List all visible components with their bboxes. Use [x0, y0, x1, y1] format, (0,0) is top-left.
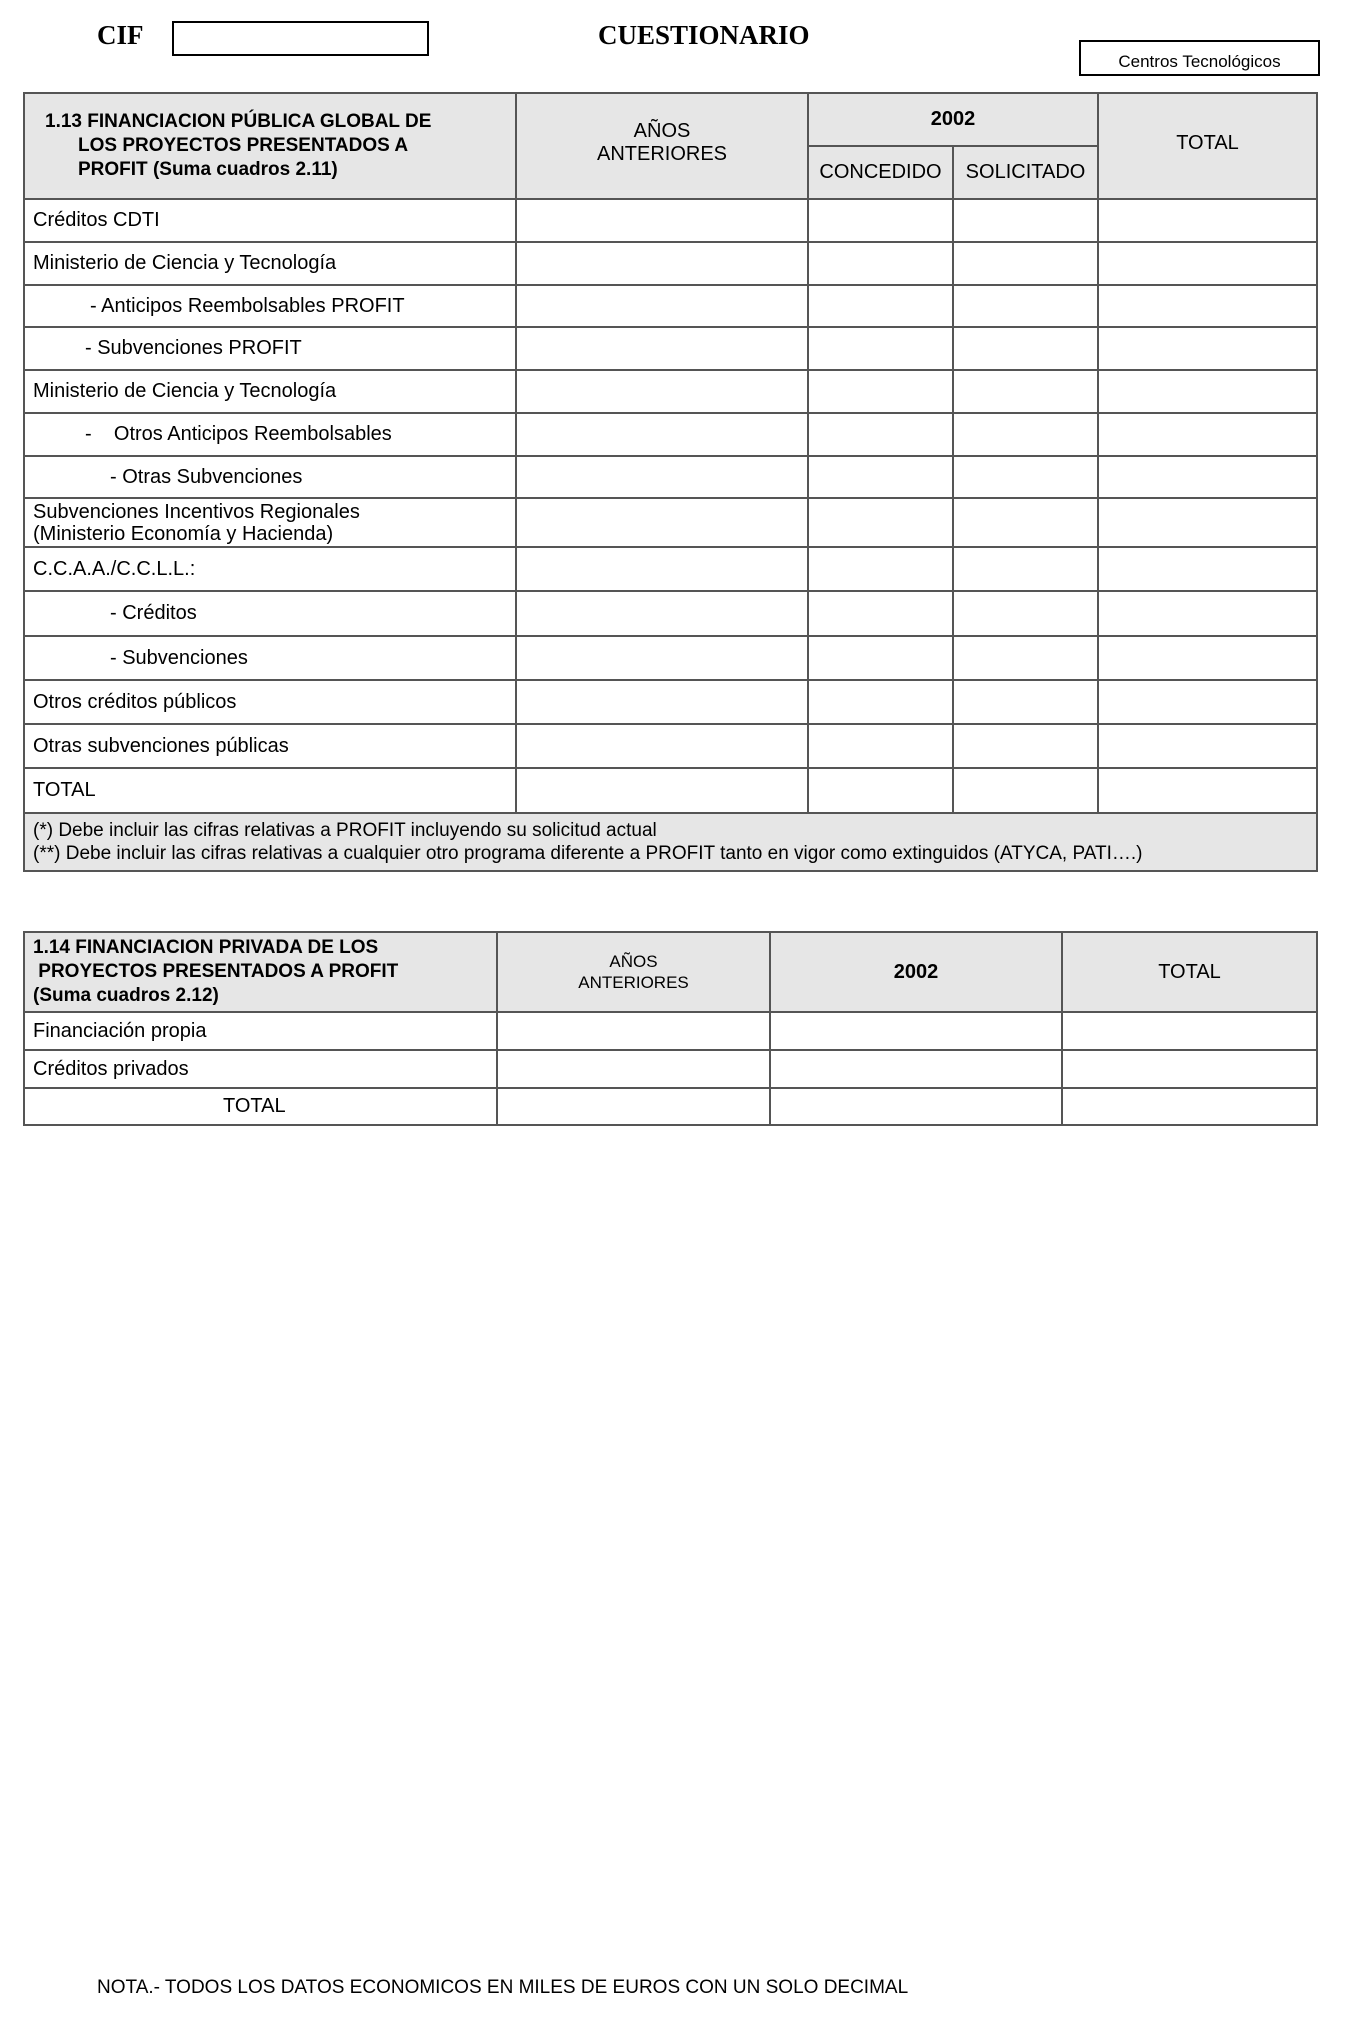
table-row [24, 285, 1317, 327]
row-label: - Subvenciones [24, 636, 516, 680]
table-row [24, 768, 1317, 813]
category-box: Centros Tecnológicos [1079, 40, 1320, 76]
value-cell[interactable] [1098, 370, 1317, 413]
table-title [24, 93, 516, 199]
row-label: - Subvenciones PROFIT [24, 327, 516, 370]
value-cell[interactable] [808, 242, 953, 285]
value-cell[interactable] [497, 1012, 770, 1050]
row-label: Otras subvenciones públicas [24, 724, 516, 768]
value-cell[interactable] [516, 413, 808, 456]
table-row [24, 636, 1317, 680]
row-label: C.C.A.A./C.C.L.L.: [24, 547, 516, 591]
value-cell[interactable] [808, 413, 953, 456]
value-cell[interactable] [953, 199, 1098, 242]
table-row [24, 370, 1317, 413]
table-row [24, 724, 1317, 768]
value-cell[interactable] [953, 413, 1098, 456]
value-cell[interactable] [953, 456, 1098, 498]
value-cell[interactable] [808, 498, 953, 547]
header-text: AÑOS [633, 120, 691, 142]
page-title: CUESTIONARIO [598, 20, 810, 50]
value-cell[interactable] [516, 285, 808, 327]
value-cell[interactable] [497, 1050, 770, 1088]
value-cell[interactable] [516, 456, 808, 498]
title-line: PROYECTOS PRESENTADOS A PROFIT [33, 961, 399, 982]
header-text: ANTERIORES [596, 143, 728, 165]
value-cell[interactable] [770, 1050, 1062, 1088]
value-cell[interactable] [1098, 456, 1317, 498]
value-cell[interactable] [497, 1088, 770, 1125]
col-header-year: 2002 [770, 932, 1062, 1012]
value-cell[interactable] [516, 591, 808, 636]
value-cell[interactable] [953, 370, 1098, 413]
value-cell[interactable] [516, 680, 808, 724]
row-label: Ministerio de Ciencia y Tecnología [24, 242, 516, 285]
value-cell[interactable] [1098, 591, 1317, 636]
table-row [24, 327, 1317, 370]
value-cell[interactable] [808, 327, 953, 370]
row-label: - Otros Anticipos Reembolsables [24, 413, 516, 456]
col-header-year: 2002 [808, 93, 1098, 146]
row-label: Créditos privados [24, 1050, 497, 1088]
value-cell[interactable] [808, 768, 953, 813]
value-cell[interactable] [1098, 724, 1317, 768]
value-cell[interactable] [808, 591, 953, 636]
value-cell[interactable] [808, 285, 953, 327]
table-row [24, 547, 1317, 591]
table-row [24, 1050, 1317, 1088]
value-cell[interactable] [516, 199, 808, 242]
row-label: - Créditos [24, 591, 516, 636]
value-cell[interactable] [1098, 547, 1317, 591]
col-header-total: TOTAL [1098, 93, 1317, 199]
col-header-anteriores [516, 93, 808, 199]
value-cell[interactable] [516, 636, 808, 680]
value-cell[interactable] [953, 724, 1098, 768]
table-private-financing [23, 931, 1318, 1126]
row-label: - Otras Subvenciones [24, 456, 516, 498]
value-cell[interactable] [516, 327, 808, 370]
value-cell[interactable] [953, 547, 1098, 591]
note: (**) Debe incluir las cifras relativas a cualquier otro programa diferente a PROFIT tanto en vigor como extinguidos (ATYCA, PATI….) [33, 843, 1143, 864]
value-cell[interactable] [1098, 636, 1317, 680]
col-header-concedido: CONCEDIDO [808, 146, 953, 199]
value-cell[interactable] [770, 1088, 1062, 1125]
footer-note: NOTA.- TODOS LOS DATOS ECONOMICOS EN MILES DE EUROS CON UN SOLO DECIMAL [97, 1977, 909, 1998]
value-cell[interactable] [516, 724, 808, 768]
row-label: Créditos CDTI [24, 199, 516, 242]
row-label-line: Subvenciones Incentivos Regionales [33, 500, 360, 523]
table-row [24, 199, 1317, 242]
table-public-financing [23, 92, 1318, 872]
table-row [24, 1012, 1317, 1050]
row-label-line: (Ministerio Economía y Hacienda) [33, 522, 334, 545]
title-line: (Suma cuadros 2.12) [33, 985, 219, 1006]
value-cell[interactable] [808, 456, 953, 498]
value-cell[interactable] [953, 680, 1098, 724]
table-row [24, 591, 1317, 636]
value-cell[interactable] [1098, 680, 1317, 724]
value-cell[interactable] [953, 768, 1098, 813]
row-label: Ministerio de Ciencia y Tecnología [24, 370, 516, 413]
row-label [24, 498, 516, 547]
value-cell[interactable] [808, 724, 953, 768]
value-cell[interactable] [953, 636, 1098, 680]
cif-input[interactable] [172, 21, 429, 56]
row-label: Financiación propia [24, 1012, 497, 1050]
col-header-anteriores [497, 932, 770, 1012]
value-cell[interactable] [1098, 413, 1317, 456]
value-cell[interactable] [1098, 242, 1317, 285]
value-cell[interactable] [953, 327, 1098, 370]
value-cell[interactable] [770, 1012, 1062, 1050]
value-cell[interactable] [516, 498, 808, 547]
title-line: 1.13 FINANCIACION PÚBLICA GLOBAL DE [45, 111, 432, 132]
table-row [24, 456, 1317, 498]
table-row [24, 1088, 1317, 1125]
table-title [24, 932, 497, 1012]
col-header-solicitado: SOLICITADO [953, 146, 1098, 199]
row-label: Otros créditos públicos [24, 680, 516, 724]
value-cell[interactable] [808, 370, 953, 413]
value-cell[interactable] [1098, 285, 1317, 327]
value-cell[interactable] [1098, 199, 1317, 242]
table-row [24, 680, 1317, 724]
value-cell[interactable] [808, 199, 953, 242]
value-cell[interactable] [516, 547, 808, 591]
note: (*) Debe incluir las cifras relativas a PROFIT incluyendo su solicitud actual [33, 820, 657, 841]
value-cell[interactable] [808, 680, 953, 724]
value-cell[interactable] [808, 547, 953, 591]
table-notes [24, 813, 1317, 871]
col-header-total: TOTAL [1062, 932, 1317, 1012]
table-row [24, 413, 1317, 456]
value-cell[interactable] [1062, 1050, 1317, 1088]
value-cell[interactable] [516, 242, 808, 285]
value-cell[interactable] [1098, 768, 1317, 813]
value-cell[interactable] [953, 498, 1098, 547]
value-cell[interactable] [808, 636, 953, 680]
value-cell[interactable] [953, 242, 1098, 285]
row-label: - Anticipos Reembolsables PROFIT [24, 285, 516, 327]
row-label: TOTAL [24, 1088, 497, 1125]
value-cell[interactable] [1062, 1088, 1317, 1125]
title-line: LOS PROYECTOS PRESENTADOS A [78, 135, 409, 156]
value-cell[interactable] [1062, 1012, 1317, 1050]
header-text: AÑOS [609, 952, 658, 971]
value-cell[interactable] [1098, 498, 1317, 547]
table-row [24, 242, 1317, 285]
value-cell[interactable] [516, 768, 808, 813]
value-cell[interactable] [953, 285, 1098, 327]
row-label: TOTAL [24, 768, 516, 813]
table-row [24, 498, 1317, 547]
value-cell[interactable] [516, 370, 808, 413]
value-cell[interactable] [953, 591, 1098, 636]
value-cell[interactable] [1098, 327, 1317, 370]
header-text: ANTERIORES [578, 973, 689, 992]
title-line: 1.14 FINANCIACION PRIVADA DE LOS [33, 937, 379, 958]
cif-label: CIF [97, 20, 144, 50]
title-line: PROFIT (Suma cuadros 2.11) [78, 159, 338, 180]
